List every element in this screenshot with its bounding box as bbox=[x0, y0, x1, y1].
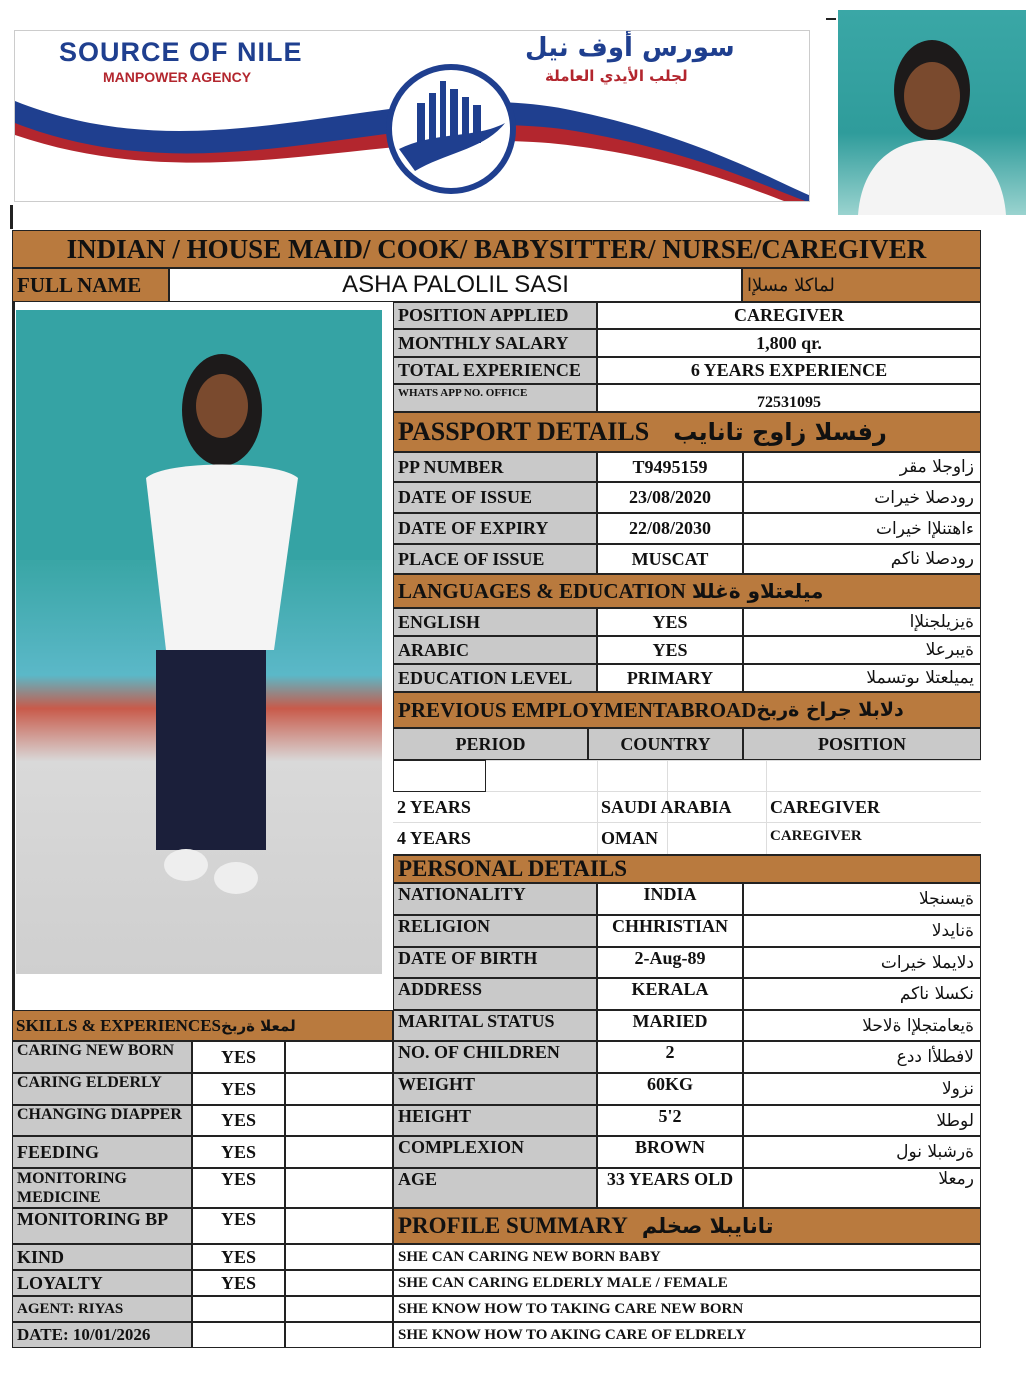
job-label: POSITION APPLIED bbox=[393, 302, 597, 329]
skill-value: YES bbox=[192, 1168, 285, 1208]
personal-ar: نكسلا ناكم bbox=[743, 978, 981, 1010]
full-name-ar: لماكلا مسلإا bbox=[742, 268, 981, 302]
skills-header-en: SKILLS & EXPERIENCES bbox=[16, 1015, 222, 1035]
personal-ar: ةيعامتجلإا ةلاحلا bbox=[743, 1010, 981, 1041]
language-value: PRIMARY bbox=[597, 664, 743, 692]
skill-label: CARING ELDERLY bbox=[12, 1073, 192, 1105]
personal-value: 2 bbox=[597, 1041, 743, 1073]
language-label: ENGLISH bbox=[393, 608, 597, 636]
personal-value: 33 YEARS OLD bbox=[597, 1168, 743, 1208]
personal-ar: لافطلأا ددع bbox=[743, 1041, 981, 1073]
passport-label: PLACE OF ISSUE bbox=[393, 544, 597, 574]
language-ar: ةيبرعلا bbox=[743, 636, 981, 664]
employment-period: 4 YEARS bbox=[397, 828, 471, 848]
personal-label: RELIGION bbox=[393, 915, 597, 947]
passport-header-en: PASSPORT DETAILS bbox=[398, 417, 650, 446]
passport-ar: رودصلا خيرات bbox=[743, 482, 981, 513]
skill-label: CHANGING DIAPPER bbox=[12, 1105, 192, 1136]
skill-label: MONITORING MEDICINE bbox=[12, 1168, 192, 1208]
personal-label: NO. OF CHILDREN bbox=[393, 1041, 597, 1073]
personal-value: MARIED bbox=[597, 1010, 743, 1041]
personal-ar: ةرشبلا نول bbox=[743, 1136, 981, 1168]
job-label: MONTHLY SALARY bbox=[393, 329, 597, 357]
language-ar: ةيزيلجنلإا bbox=[743, 608, 981, 636]
skill-value: YES bbox=[192, 1073, 285, 1105]
passport-label: DATE OF EXPIRY bbox=[393, 513, 597, 544]
language-ar: يميلعتلا ىوتسملا bbox=[743, 664, 981, 692]
skill-label: FEEDING bbox=[12, 1136, 192, 1168]
employment-column-header: COUNTRY bbox=[588, 728, 743, 760]
profile-header-en: PROFILE SUMMARY bbox=[398, 1213, 628, 1238]
full-name-label: FULL NAME bbox=[12, 268, 169, 302]
job-label: WHATS APP NO. OFFICE bbox=[393, 384, 597, 412]
passport-value: MUSCAT bbox=[597, 544, 743, 574]
job-value: CAREGIVER bbox=[597, 302, 981, 329]
full-name-value: ASHA PALOLIL SASI bbox=[169, 268, 742, 302]
skill-label: CARING NEW BORN bbox=[12, 1041, 192, 1073]
employment-position: CAREGIVER bbox=[770, 796, 881, 817]
employment-column-header: POSITION bbox=[743, 728, 981, 760]
logo-banner bbox=[14, 30, 810, 202]
profile-header-ar: تانايبلا صخلم bbox=[641, 1214, 774, 1238]
passport-label: DATE OF ISSUE bbox=[393, 482, 597, 513]
logo-subtitle-en: MANPOWER AGENCY bbox=[103, 69, 252, 85]
personal-ar: دلايملا خيرات bbox=[743, 947, 981, 978]
passport-header bbox=[393, 412, 981, 452]
agent-label: AGENT: RIYAS bbox=[12, 1296, 192, 1322]
profile-header bbox=[393, 1208, 981, 1244]
skill-value: YES bbox=[192, 1208, 285, 1244]
skill-label: KIND bbox=[12, 1244, 192, 1270]
language-value: YES bbox=[597, 636, 743, 664]
language-label: ARABIC bbox=[393, 636, 597, 664]
languages-header-ar: ميلعتلاو ةغللا bbox=[691, 579, 824, 603]
skill-label: LOYALTY bbox=[12, 1270, 192, 1296]
personal-label: COMPLEXION bbox=[393, 1136, 597, 1168]
personal-label: HEIGHT bbox=[393, 1105, 597, 1136]
skill-value: YES bbox=[192, 1136, 285, 1168]
personal-header: PERSONAL DETAILS bbox=[393, 855, 981, 883]
employment-period: 2 YEARS bbox=[397, 796, 471, 817]
skill-value: YES bbox=[192, 1244, 285, 1270]
personal-ar: ةيسنجلا bbox=[743, 883, 981, 915]
personal-ar: نزولا bbox=[743, 1073, 981, 1105]
personal-label: MARITAL STATUS bbox=[393, 1010, 597, 1041]
personal-value: BROWN bbox=[597, 1136, 743, 1168]
page-title: INDIAN / HOUSE MAID/ COOK/ BABYSITTER/ NURSE/CAREGIVER bbox=[12, 230, 981, 268]
language-label: EDUCATION LEVEL bbox=[393, 664, 597, 692]
personal-value: 2-Aug-89 bbox=[597, 947, 743, 978]
job-value: 1,800 qr. bbox=[597, 329, 981, 357]
logo-title-en: SOURCE OF NILE bbox=[59, 37, 303, 67]
personal-value: KERALA bbox=[597, 978, 743, 1010]
profile-line: SHE KNOW HOW TO TAKING CARE NEW BORN bbox=[393, 1296, 981, 1322]
skill-label: MONITORING BP bbox=[12, 1208, 192, 1244]
employment-header bbox=[393, 692, 981, 728]
skill-value: YES bbox=[192, 1041, 285, 1073]
personal-ar: لوطلا bbox=[743, 1105, 981, 1136]
full-body-photo bbox=[16, 310, 382, 974]
personal-value: CHHRISTIAN bbox=[597, 915, 743, 947]
employment-header-en: PREVIOUS EMPLOYMENTABROAD bbox=[398, 697, 757, 722]
job-label: TOTAL EXPERIENCE bbox=[393, 357, 597, 384]
languages-header-en: LANGUAGES & EDUCATION bbox=[398, 578, 686, 603]
personal-label: ADDRESS bbox=[393, 978, 597, 1010]
skills-header-ar: لمعلا ةربخ bbox=[221, 1016, 296, 1035]
employment-column-header: PERIOD bbox=[393, 728, 588, 760]
skill-value: YES bbox=[192, 1270, 285, 1296]
job-value: 72531095 bbox=[597, 384, 981, 412]
passport-value: 22/08/2030 bbox=[597, 513, 743, 544]
passport-ar: زاوجلا مقر bbox=[743, 452, 981, 482]
personal-label: AGE bbox=[393, 1168, 597, 1208]
passport-header-ar: رفسلا زاوج تانايب bbox=[673, 418, 887, 446]
languages-header bbox=[393, 574, 981, 608]
passport-label: PP NUMBER bbox=[393, 452, 597, 482]
profile-line: SHE CAN CARING ELDERLY MALE / FEMALE bbox=[393, 1270, 981, 1296]
personal-ar: ةنايدلا bbox=[743, 915, 981, 947]
passport-value: 23/08/2020 bbox=[597, 482, 743, 513]
portrait-photo bbox=[838, 10, 1026, 215]
personal-value: INDIA bbox=[597, 883, 743, 915]
passport-value: T9495159 bbox=[597, 452, 743, 482]
skills-header bbox=[12, 1010, 393, 1041]
employment-country: SAUDI ARABIA bbox=[601, 796, 732, 817]
employment-position: CAREGIVER bbox=[770, 827, 862, 844]
language-value: YES bbox=[597, 608, 743, 636]
personal-label: DATE OF BIRTH bbox=[393, 947, 597, 978]
job-value: 6 YEARS EXPERIENCE bbox=[597, 357, 981, 384]
personal-label: NATIONALITY bbox=[393, 883, 597, 915]
employment-country: OMAN bbox=[601, 828, 658, 848]
passport-ar: رودصلا ناكم bbox=[743, 544, 981, 574]
profile-line: SHE CAN CARING NEW BORN BABY bbox=[393, 1244, 981, 1270]
employment-header-ar: دلابلا جراخ ةربخ bbox=[756, 699, 904, 721]
date-label: DATE: 10/01/2026 bbox=[12, 1322, 192, 1348]
logo-subtitle-ar: لجلب الأيدي العاملة bbox=[545, 67, 688, 85]
personal-value: 5'2 bbox=[597, 1105, 743, 1136]
personal-ar: رمعلا bbox=[743, 1168, 981, 1208]
skill-value: YES bbox=[192, 1105, 285, 1136]
profile-line: SHE KNOW HOW TO AKING CARE OF ELDRELY bbox=[393, 1322, 981, 1348]
passport-ar: ءاهتنلإا خيرات bbox=[743, 513, 981, 544]
personal-value: 60KG bbox=[597, 1073, 743, 1105]
logo-title-ar: سورس أوف نيل bbox=[525, 33, 735, 63]
personal-label: WEIGHT bbox=[393, 1073, 597, 1105]
